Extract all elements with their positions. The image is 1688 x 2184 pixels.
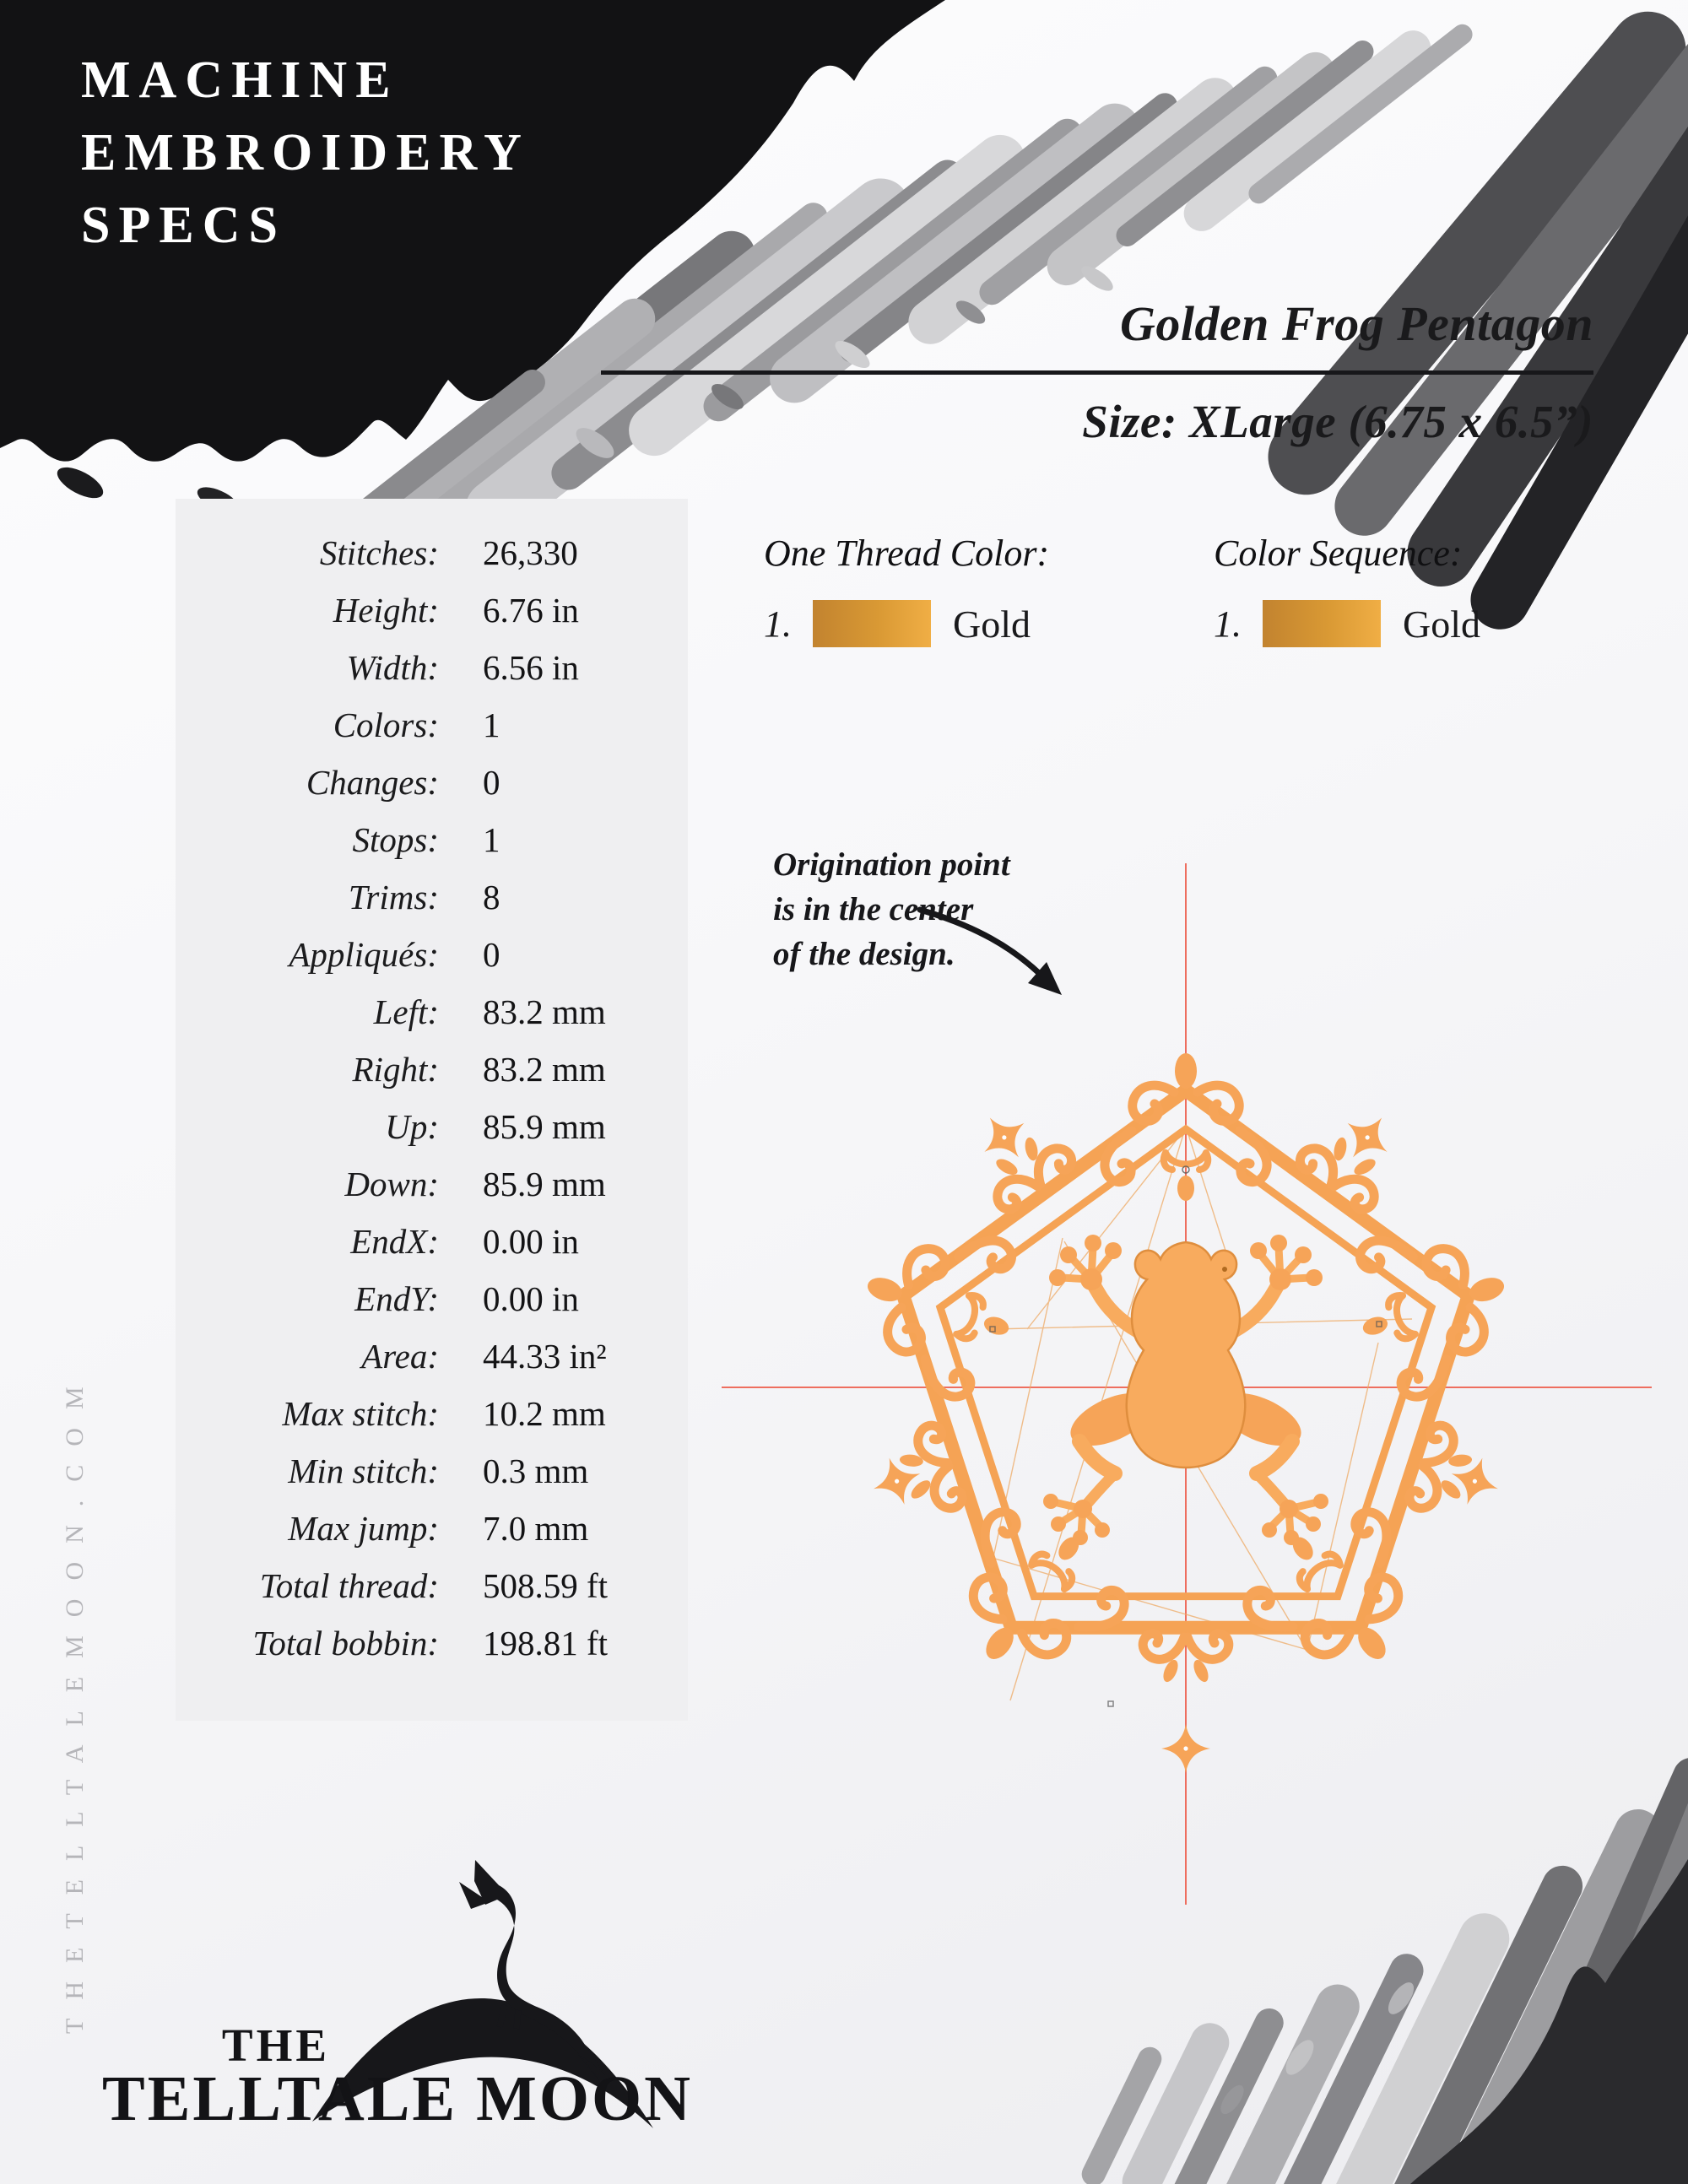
thread-entry bbox=[764, 600, 1049, 647]
spec-value: 0 bbox=[483, 763, 500, 802]
page-title bbox=[81, 44, 530, 262]
spec-value: 85.9 mm bbox=[483, 1165, 606, 1203]
one-thread-color-heading: One Thread Color: bbox=[764, 532, 1050, 574]
spec-value: 0.00 in bbox=[483, 1279, 579, 1318]
thread-color-name: Gold bbox=[1403, 602, 1480, 646]
divider-rule bbox=[601, 370, 1593, 375]
spec-label: Max stitch: bbox=[282, 1394, 439, 1433]
spec-value: 83.2 mm bbox=[483, 992, 606, 1031]
thread-entry bbox=[1214, 600, 1480, 647]
spec-label: Height: bbox=[333, 591, 439, 630]
logo-text-the: THE bbox=[221, 2019, 331, 2071]
spec-row bbox=[176, 811, 688, 868]
spec-value: 8 bbox=[483, 878, 500, 916]
spec-label: Up: bbox=[385, 1107, 439, 1146]
gold-thread-swatch bbox=[1263, 600, 1381, 647]
embroidery-preview bbox=[713, 857, 1658, 1916]
spec-label: Left: bbox=[373, 992, 439, 1031]
spec-value: 1 bbox=[483, 820, 500, 859]
spec-panel bbox=[176, 499, 688, 1721]
design-title: Golden Frog Pentagon bbox=[1119, 296, 1593, 351]
spec-row bbox=[176, 1041, 688, 1098]
spec-label: Width: bbox=[346, 648, 439, 687]
page-title-line: EMBROIDERY bbox=[81, 124, 530, 181]
spec-row bbox=[176, 1327, 688, 1385]
spec-value: 85.9 mm bbox=[483, 1107, 606, 1146]
spec-row bbox=[176, 1213, 688, 1270]
spec-row bbox=[176, 696, 688, 754]
spec-value: 0 bbox=[483, 935, 500, 974]
page-title-line: SPECS bbox=[81, 197, 286, 254]
spec-value: 0.00 in bbox=[483, 1222, 579, 1261]
spec-label: EndX: bbox=[350, 1222, 439, 1261]
spec-label: Stops: bbox=[352, 820, 439, 859]
spec-value: 508.59 ft bbox=[483, 1566, 609, 1605]
spec-value: 1 bbox=[483, 705, 500, 744]
spec-row bbox=[176, 868, 688, 926]
one-thread-color-section bbox=[764, 532, 1049, 647]
spec-value: 6.76 in bbox=[483, 591, 579, 630]
spec-value: 26,330 bbox=[483, 533, 578, 572]
spec-label: Min stitch: bbox=[288, 1451, 439, 1490]
logo-text-telltale-moon: TELLTALE MOON bbox=[102, 2063, 693, 2134]
spec-label: Max jump: bbox=[288, 1509, 439, 1548]
spec-row bbox=[176, 926, 688, 983]
gold-thread-swatch bbox=[813, 600, 931, 647]
spec-label: Colors: bbox=[333, 705, 439, 744]
spec-label: Stitches: bbox=[319, 533, 439, 572]
spec-row bbox=[176, 983, 688, 1041]
origination-note-line: of the design. bbox=[773, 936, 955, 972]
spec-value: 6.56 in bbox=[483, 648, 579, 687]
spec-row bbox=[176, 1098, 688, 1155]
spec-value: 83.2 mm bbox=[483, 1050, 606, 1089]
thread-color-name: Gold bbox=[953, 602, 1031, 646]
spec-row bbox=[176, 1385, 688, 1442]
spec-label: Appliqués: bbox=[289, 935, 439, 974]
spec-label: Changes: bbox=[306, 763, 439, 802]
spec-row bbox=[176, 1614, 688, 1672]
spec-value: 7.0 mm bbox=[483, 1509, 589, 1548]
spec-value: 10.2 mm bbox=[483, 1394, 606, 1433]
spec-row bbox=[176, 639, 688, 696]
spec-value: 198.81 ft bbox=[483, 1624, 609, 1662]
spec-row bbox=[176, 1442, 688, 1500]
design-size: Size: XLarge (6.75 x 6.5”) bbox=[1082, 396, 1593, 447]
origination-note-line: Origination point bbox=[773, 846, 1010, 883]
spec-label: Total bobbin: bbox=[252, 1624, 439, 1662]
color-sequence-heading: Color Sequence: bbox=[1214, 532, 1463, 574]
spec-label: Area: bbox=[361, 1337, 439, 1376]
color-sequence-section bbox=[1214, 532, 1480, 647]
spec-row bbox=[176, 754, 688, 811]
spec-label: Total thread: bbox=[259, 1566, 439, 1605]
thread-entry-index: 1. bbox=[764, 603, 792, 645]
spec-label: Right: bbox=[352, 1050, 439, 1089]
origination-note-line: is in the center bbox=[773, 891, 974, 927]
spec-label: EndY: bbox=[354, 1279, 439, 1318]
website-vertical-text: THETELLTALEMOON.COM bbox=[61, 1368, 89, 2034]
design-header bbox=[496, 295, 1593, 448]
spec-row bbox=[176, 1270, 688, 1327]
spec-row bbox=[176, 524, 688, 581]
page-title-line: MACHINE bbox=[81, 51, 399, 109]
spec-label: Trims: bbox=[348, 878, 439, 916]
spec-value: 0.3 mm bbox=[483, 1451, 589, 1490]
spec-row bbox=[176, 1155, 688, 1213]
spec-label: Down: bbox=[344, 1165, 439, 1203]
spec-value: 44.33 in² bbox=[483, 1337, 607, 1376]
spec-row bbox=[176, 581, 688, 639]
spec-row bbox=[176, 1557, 688, 1614]
thread-entry-index: 1. bbox=[1214, 603, 1242, 645]
spec-row bbox=[176, 1500, 688, 1557]
